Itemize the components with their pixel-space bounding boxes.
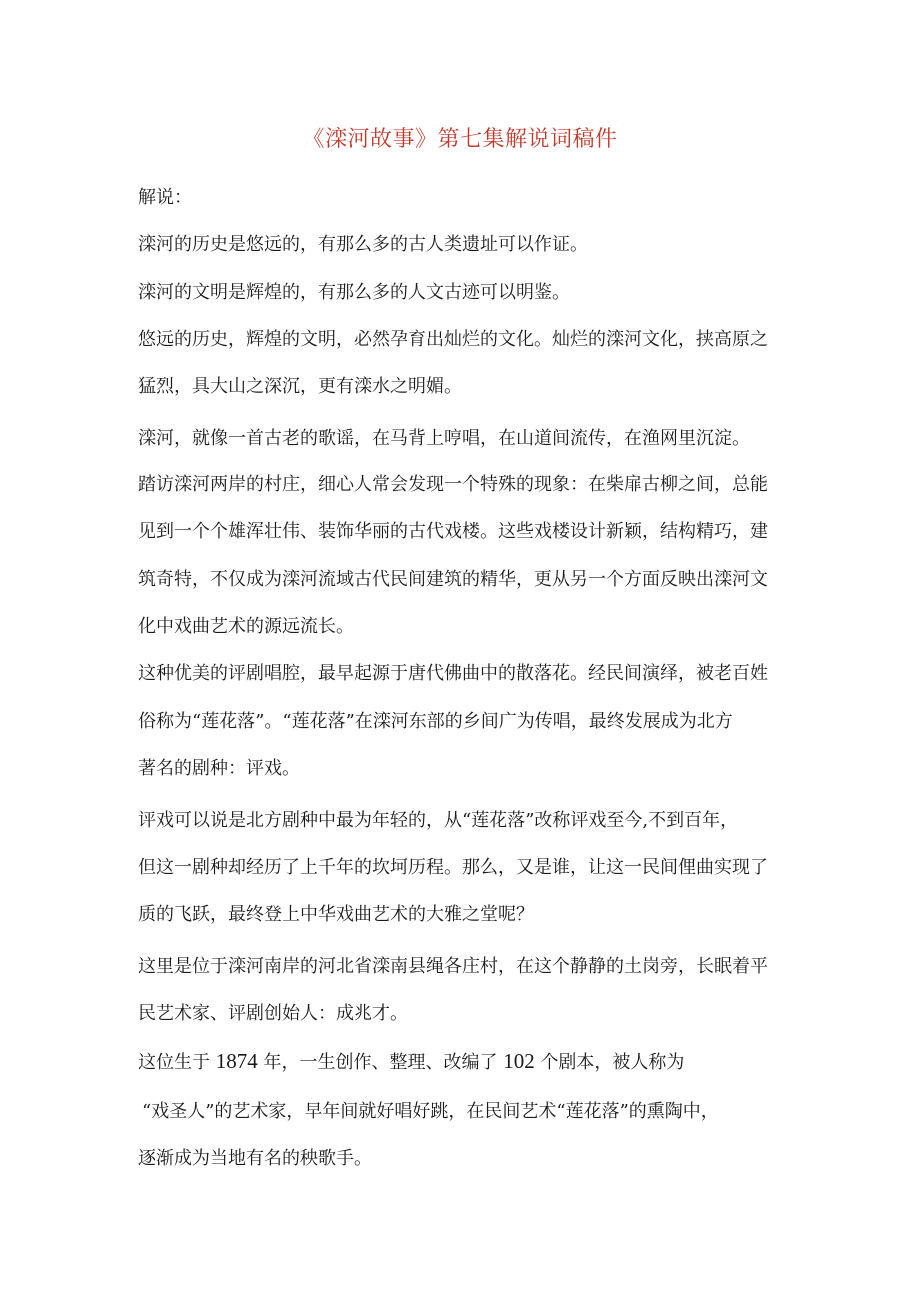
- document-title: 《滦河故事》第七集解说词稿件: [302, 127, 618, 152]
- text-line: 滦河，就像一首古老的歌谣，在马背上哼唱，在山道间流传，在渔网里沉淀。: [138, 428, 750, 449]
- text-line: 滦河的文明是辉煌的，有那么多的人文古迹可以明鉴。: [138, 282, 570, 303]
- text-line: 化中戏曲艺术的源远流长。: [138, 616, 354, 637]
- text-line: 这种优美的评剧唱腔，最早起源于唐代佛曲中的散落花。经民间演绎，被老百姓: [138, 663, 768, 684]
- born-line-middle: 年，一生创作、整理、改编了: [263, 1052, 498, 1073]
- text-line: 著名的剧种：评戏。: [138, 758, 300, 779]
- text-line: “戏圣人”的艺术家，早年间就好唱好跳，在民间艺术“莲花落”的熏陶中，: [142, 1101, 719, 1122]
- narration-label: 解说：: [138, 187, 192, 208]
- text-line: 逐渐成为当地有名的秧歌手。: [138, 1148, 372, 1169]
- text-line: 筑奇特，不仅成为滦河流域古代民间建筑的精华，更从另一个方面反映出滦河文: [138, 569, 768, 590]
- born-line-suffix: 个剧本，被人称为: [540, 1052, 685, 1073]
- text-line: 悠远的历史，辉煌的文明，必然孕育出灿烂的文化。灿烂的滦河文化，挟高原之: [138, 329, 768, 350]
- born-line-prefix: 这位生于: [138, 1052, 210, 1073]
- birth-year: 1874: [215, 1049, 258, 1073]
- text-line: 俗称为“莲花落”。“莲花落”在滦河东部的乡间广为传唱，最终发展成为北方: [138, 711, 733, 732]
- text-line: 猛烈，具大山之深沉，更有滦水之明媚。: [138, 376, 462, 397]
- text-line: 见到一个个雄浑壮伟、装饰华丽的古代戏楼。这些戏楼设计新颖，结构精巧，建: [138, 521, 768, 542]
- text-line: 质的飞跃，最终登上中华戏曲艺术的大雅之堂呢？: [138, 904, 534, 925]
- text-line: 滦河的历史是悠远的，有那么多的古人类遗址可以作证。: [138, 234, 588, 255]
- text-line: 但这一剧种却经历了上千年的坎坷历程。那么，又是谁，让这一民间俚曲实现了: [138, 857, 768, 878]
- text-line: 民艺术家、评剧创始人：成兆才。: [138, 1003, 408, 1024]
- text-line: 这里是位于滦河南岸的河北省滦南县绳各庄村，在这个静静的土岗旁，长眠着平: [138, 956, 768, 977]
- born-line: [138, 1046, 684, 1078]
- text-line: 评戏可以说是北方剧种中最为年轻的，从“莲花落”改称评戏至今,不到百年，: [138, 810, 739, 831]
- script-count: 102: [503, 1049, 535, 1073]
- text-line: 踏访滦河两岸的村庄，细心人常会发现一个特殊的现象：在柴扉古柳之间，总能: [138, 474, 768, 495]
